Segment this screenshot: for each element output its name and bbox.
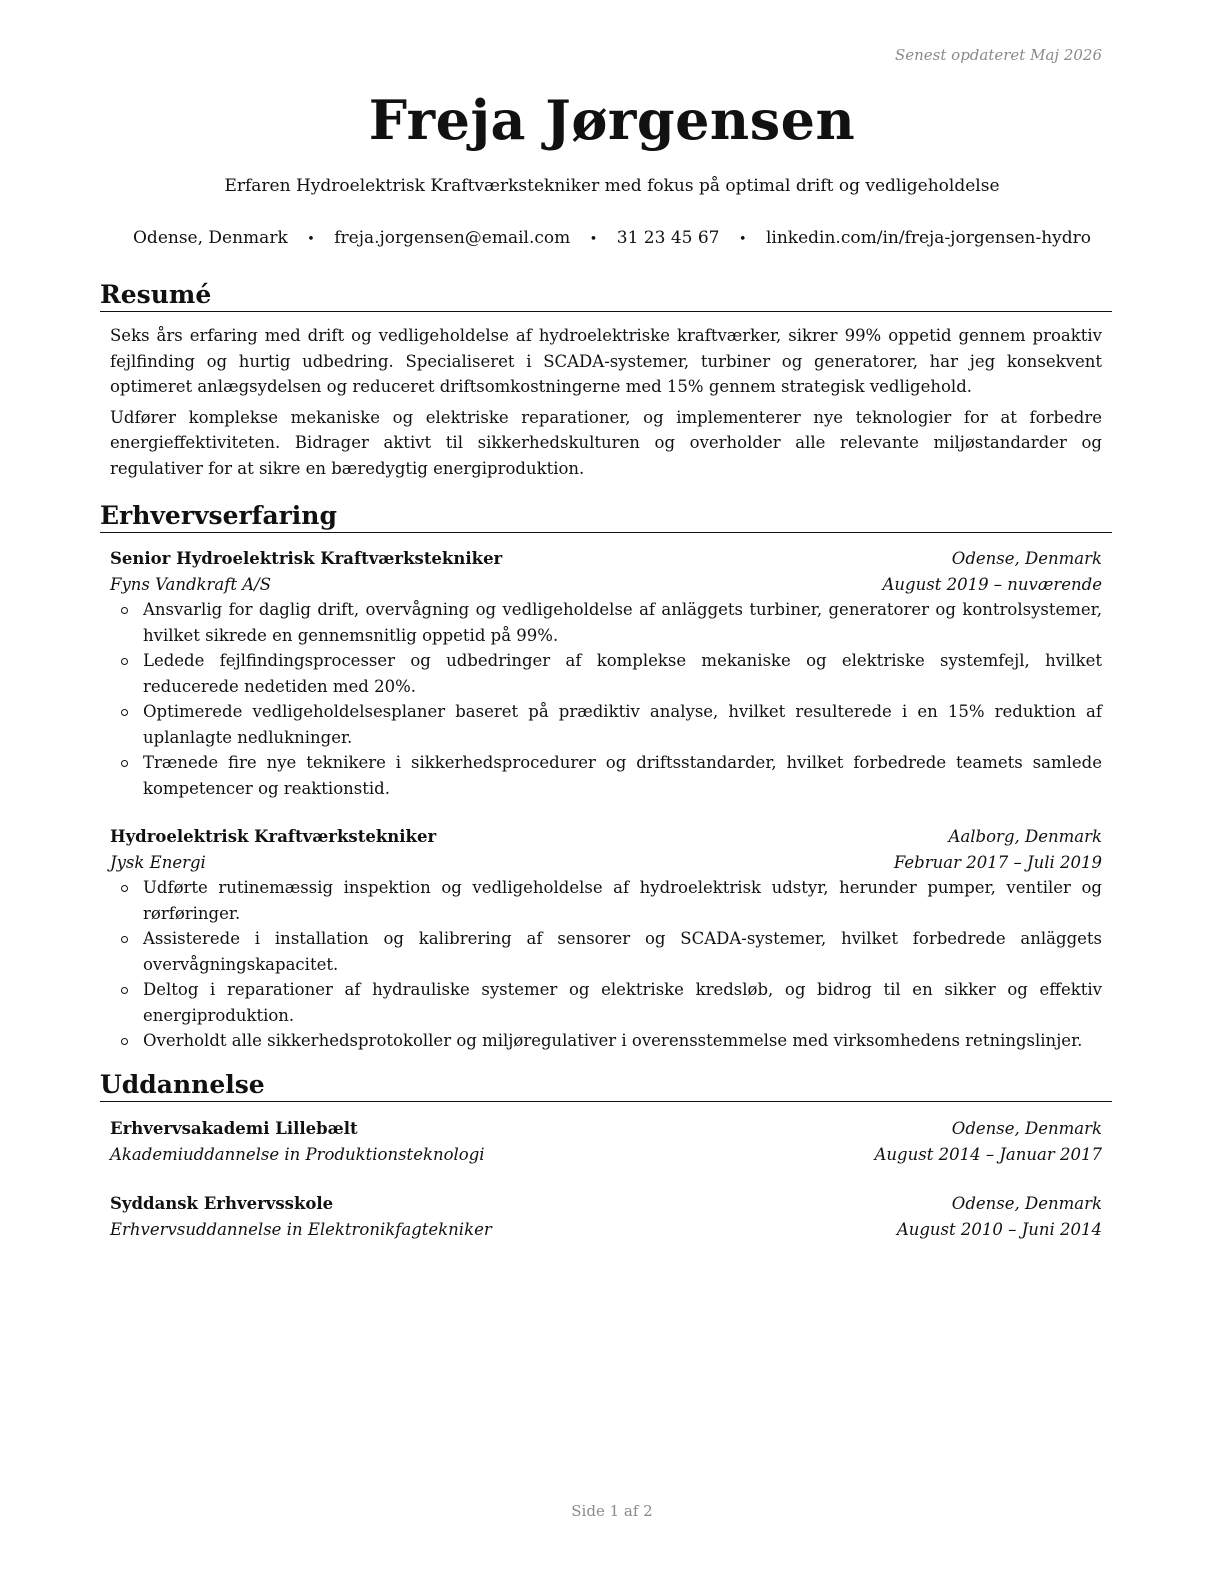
separator-dot: • <box>738 232 747 247</box>
list-item: Trænede fire nye teknikere i sikkerhedsprocedurer og driftsstandarder, hvilket forbedrede teamets samlede kompetencer og reaktionstid. <box>110 750 1102 801</box>
contact-location: Odense, Denmark <box>133 228 288 248</box>
contact-line <box>0 228 1224 248</box>
job-title: Hydroelektrisk Kraftværkstekniker <box>110 827 437 846</box>
degree: Erhvervsuddannelse in Elektronikfagtekniker <box>110 1219 492 1239</box>
education-section <box>100 1069 1112 1242</box>
job-entry <box>110 546 1102 801</box>
list-item: Ansvarlig for daglig drift, overvågning og vedligeholdelse af anläggets turbiner, generatorer og kontrolsystemer, hvilket sikrede en gennemsnitlig oppetid på 99%. <box>110 597 1102 648</box>
section-title-summary: Resumé <box>100 279 1112 312</box>
job-dates: Februar 2017 – Juli 2019 <box>893 852 1102 872</box>
bullet-circle-icon <box>121 658 128 665</box>
job-dates: August 2019 – nuværende <box>882 574 1102 594</box>
job-entry <box>110 824 1102 1054</box>
education-dates: August 2010 – Juni 2014 <box>896 1219 1102 1239</box>
job-company: Jysk Energi <box>110 852 206 872</box>
list-item: Ledede fejlfindingsprocesser og udbedringer af komplekse mekaniske og elektriske systemfejl, hvilket reducerede nedetiden med 20%. <box>110 648 1102 699</box>
contact-email[interactable]: freja.jorgensen@email.com <box>334 228 571 248</box>
last-updated: Senest opdateret Maj 2026 <box>894 46 1102 64</box>
school-name: Erhvervsakademi Lillebælt <box>110 1119 358 1138</box>
tagline: Erfaren Hydroelektrisk Kraftværkstekniker med fokus på optimal drift og vedligeholdelse <box>224 176 1000 196</box>
school-location: Odense, Denmark <box>951 1119 1102 1138</box>
list-item: Optimerede vedligeholdelsesplaner baseret på prædiktiv analyse, hvilket resulterede i en 15% reduktion af uplanlagte nedlukninger. <box>110 699 1102 750</box>
contact-linkedin[interactable]: linkedin.com/in/freja-jorgensen-hydro <box>765 228 1091 248</box>
education-entry <box>110 1191 1102 1242</box>
education-dates: August 2014 – Januar 2017 <box>874 1144 1102 1164</box>
school-location: Odense, Denmark <box>951 1194 1102 1213</box>
list-item: Assisterede i installation og kalibrering af sensorer og SCADA-systemer, hvilket forbedrede anläggets overvågningskapacitet. <box>110 926 1102 977</box>
list-item: Overholdt alle sikkerhedsprotokoller og miljøregulativer i overensstemmelse med virksomhedens retningslinjer. <box>110 1028 1102 1054</box>
experience-section <box>100 500 1112 1054</box>
degree: Akademiuddannelse in Produktionsteknologi <box>110 1144 485 1164</box>
bullet-circle-icon <box>121 885 128 892</box>
list-item: Udførte rutinemæssig inspektion og vedligeholdelse af hydroelektrisk udstyr, herunder pumper, ventiler og rørføringer. <box>110 875 1102 926</box>
job-company: Fyns Vandkraft A/S <box>110 574 272 594</box>
summary-paragraph: Seks års erfaring med drift og vedligeholdelse af hydroelektriske kraftværker, sikrer 99% oppetid gennem proaktiv fejlfinding og hurtig udbedring. Specialiseret i SCADA-systemer, turbiner og generatorer, har jeg konsekvent optimeret anlægsydelsen og reduceret driftsomkostningerne med 15% gennem strategisk vedligehold. <box>110 326 1102 396</box>
bullet-circle-icon <box>121 607 128 614</box>
section-title-experience: Erhvervserfaring <box>100 500 1112 533</box>
job-bullets <box>110 597 1102 801</box>
list-item: Deltog i reparationer af hydrauliske systemer og elektriske kredsløb, og bidrog til en sikker og effektiv energiproduktion. <box>110 977 1102 1028</box>
summary-section <box>100 279 1112 481</box>
separator-dot: • <box>307 232 315 247</box>
contact-phone[interactable]: 31 23 45 67 <box>616 228 720 248</box>
separator-dot: • <box>589 232 598 247</box>
school-name: Syddansk Erhvervsskole <box>110 1194 334 1213</box>
bullet-circle-icon <box>121 709 128 716</box>
job-title: Senior Hydroelektrisk Kraftværkstekniker <box>110 549 503 568</box>
bullet-circle-icon <box>121 1038 128 1045</box>
bullet-circle-icon <box>121 987 128 994</box>
education-entry <box>110 1116 1102 1167</box>
bullet-circle-icon <box>121 760 128 767</box>
job-location: Aalborg, Denmark <box>948 827 1102 846</box>
page-number: Side 1 af 2 <box>571 1502 653 1520</box>
bullet-circle-icon <box>121 936 128 943</box>
job-bullets <box>110 875 1102 1054</box>
candidate-name: Freja Jørgensen <box>368 88 856 152</box>
summary-paragraph: Udfører komplekse mekaniske og elektriske reparationer, og implementerer nye teknologier for at forbedre energieffektiviteten. Bidrager aktivt til sikkerhedskulturen og overholder alle relevante miljøstandarder og regulativer for at sikre en bæredygtig energiproduktion. <box>110 407 1102 478</box>
job-location: Odense, Denmark <box>951 549 1102 568</box>
section-title-education: Uddannelse <box>100 1069 1112 1102</box>
